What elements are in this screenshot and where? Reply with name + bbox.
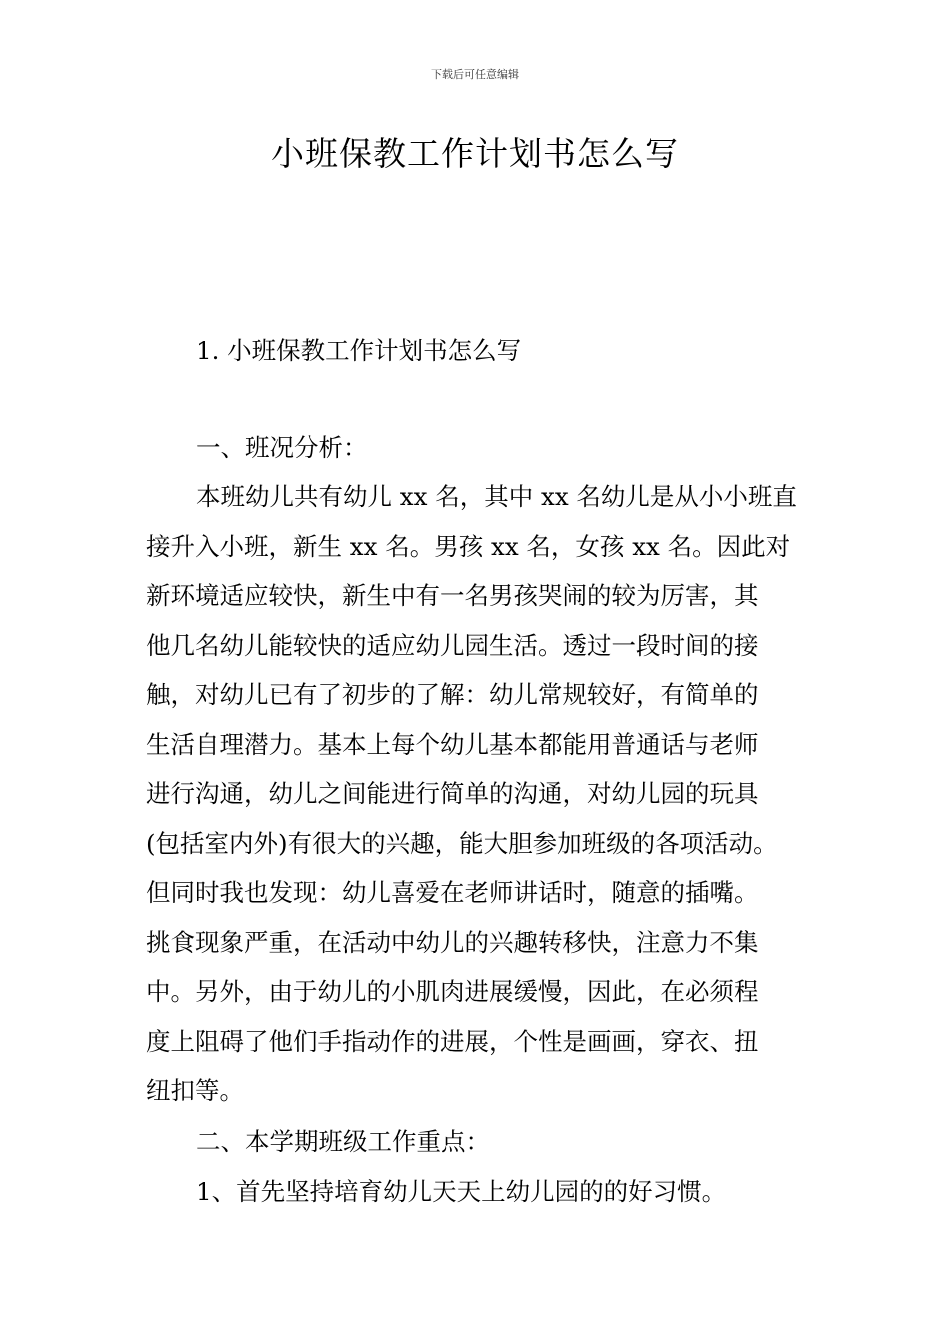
paragraph-line: 触，对幼儿已有了初步的了解：幼儿常规较好，有简单的	[146, 680, 759, 709]
list-item: 1、首先坚持培育幼儿天天上幼儿园的的好习惯。	[196, 1177, 727, 1206]
paragraph-line: 本班幼儿共有幼儿 xx 名，其中 xx 名幼儿是从小小班直	[196, 482, 797, 511]
paragraph-line: 他几名幼儿能较快的适应幼儿园生活。透过一段时间的接	[146, 631, 759, 660]
paragraph-line: 挑食现象严重，在活动中幼儿的兴趣转移快，注意力不集	[146, 928, 759, 957]
paragraph-line: 进行沟通，幼儿之间能进行简单的沟通，对幼儿园的玩具	[146, 779, 759, 808]
paragraph-line: 新环境适应较快，新生中有一名男孩哭闹的较为厉害，其	[146, 581, 759, 610]
paragraph-line: 接升入小班，新生 xx 名。男孩 xx 名，女孩 xx 名。因此对	[146, 532, 791, 561]
section-heading: 1. 小班保教工作计划书怎么写	[196, 336, 522, 365]
part1-heading: 一、班况分析：	[196, 433, 368, 462]
paragraph-line: 生活自理潜力。基本上每个幼儿基本都能用普通话与老师	[146, 730, 759, 759]
header-note: 下载后可任意编辑	[431, 68, 519, 81]
part2-heading: 二、本学期班级工作重点：	[196, 1127, 490, 1156]
paragraph-line: 中。另外，由于幼儿的小肌肉进展缓慢，因此，在必须程	[146, 977, 759, 1006]
document-title: 小班保教工作计划书怎么写	[271, 134, 679, 173]
paragraph-line: 纽扣等。	[146, 1076, 244, 1105]
paragraph-line: (包括室内外)有很大的兴趣，能大胆参加班级的各项活动。	[146, 829, 778, 858]
paragraph-line: 但同时我也发现：幼儿喜爱在老师讲话时，随意的插嘴。	[146, 878, 759, 907]
paragraph-line: 度上阻碍了他们手指动作的进展，个性是画画，穿衣、扭	[146, 1027, 759, 1056]
